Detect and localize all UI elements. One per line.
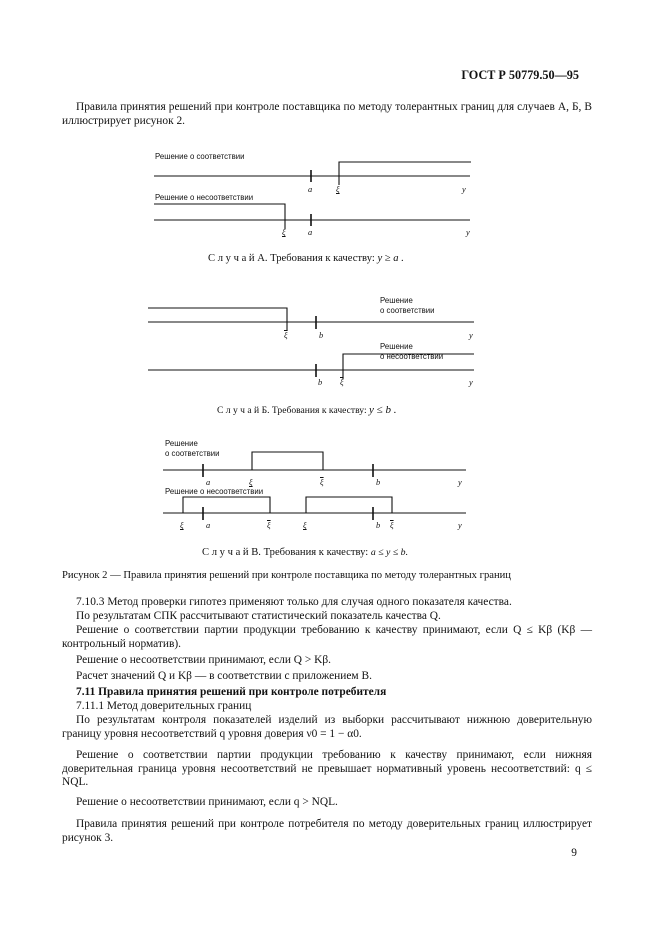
para-reject: Решение о несоответствии принимают, если Q > Kβ. (76, 654, 332, 666)
para-calc: Расчет значений Q и Kβ — в соответствии с приложением В. (76, 670, 372, 682)
case-a-a-symbol-2: a (308, 228, 313, 237)
case-b-caption (217, 404, 396, 418)
case-c-b-symbol-2: b (376, 521, 381, 530)
figure-2-title: Рисунок 2 — Правила принятия решений при контроле поставщика по методу толерантных границ (62, 570, 511, 581)
page-number: 9 (571, 847, 577, 859)
case-b-reject-label-2: о несоответствии (380, 352, 444, 361)
case-b-accept-step (148, 308, 287, 322)
case-c-accept-step (252, 452, 323, 470)
para-accept: Решение о соответствии партии продукции требованию к качеству принимают, если Q ≤ Kβ (Kβ — контрольный норматив). (62, 624, 592, 650)
section-7-11-heading: 7.11 Правила принятия решений при контроле потребителя (76, 686, 387, 698)
case-b-y-symbol-2: y (469, 378, 473, 387)
case-c-xi-symbol-low: ξ (249, 478, 253, 487)
intro-paragraph: Правила принятия решений при контроле поставщика по методу толерантных границ для случаев А, Б, В иллюстрирует рисунок 2. (62, 101, 592, 127)
para-accept-2: Решение о соответствии партии продукции требованию к качеству принимают, если нижняя доверительная граница уровня несоответствий не превышает нормативный уровень несоответствий: q ≤ NQL. (62, 749, 592, 789)
para-reject-2: Решение о несоответствии принимают, если q > NQL. (76, 796, 338, 808)
case-b-xi-symbol-2: $\overline{\xi}$ (340, 378, 344, 387)
case-a-xi-symbol-2: ξ (282, 228, 286, 237)
case-c-reject-step-right (306, 497, 392, 513)
case-c-accept-label-1: Решение (165, 439, 198, 448)
case-c-reject-label: Решение о несоответствии (165, 487, 264, 496)
case-c-y-symbol-2: y (458, 521, 462, 530)
case-a-y-symbol-2: y (466, 228, 470, 237)
case-c-xi-symbol-low-3: ξ (303, 521, 307, 530)
para-lower-bound: По результатам контроля показателей изделий из выборки рассчитывают нижнюю доверительную границу уровня несоответствий q уровня доверия ν0 = 1 − α0. (62, 714, 592, 740)
case-c-xi-symbol-high-3: $\overline{\xi}$ (390, 521, 394, 530)
case-c-b-symbol: b (376, 478, 381, 487)
case-c-caption-cond: a ≤ y ≤ b. (370, 547, 409, 558)
case-b-diagram (148, 308, 474, 379)
case-b-xi-symbol: $\overline{\xi}$ (284, 331, 288, 340)
case-b-accept-label-1: Решение (380, 296, 413, 305)
case-c-accept-label-2: о соответствии (165, 449, 220, 458)
case-b-b-symbol: b (319, 331, 324, 340)
case-b-caption-lead: С л у ч а й Б. Требования к качеству: (217, 405, 367, 416)
case-a-reject-step (154, 204, 285, 220)
case-a-reject-label: Решение о несоответствии (155, 193, 254, 202)
case-a-caption-cond: y ≥ a . (377, 253, 404, 264)
case-c-y-symbol: y (458, 478, 462, 487)
case-c-xi-symbol-low-2: ξ (180, 521, 184, 530)
case-c-caption-lead: С л у ч а й В. Требования к качеству: (202, 547, 369, 558)
case-c-reject-step-left (183, 497, 270, 513)
document-header: ГОСТ Р 50779.50—95 (461, 68, 579, 82)
case-b-y-symbol: y (469, 331, 473, 340)
para-7-10-3: 7.10.3 Метод проверки гипотез применяют только для случая одного показателя качества. (76, 596, 512, 608)
para-figure-3: Правила принятия решений при контроле потребителя по методу доверительных границ иллюстрирует рисунок 3. (62, 818, 592, 844)
case-b-caption-cond: y ≤ b . (369, 404, 397, 416)
case-c-caption (202, 546, 408, 560)
case-c-xi-symbol-high: $\overline{\xi}$ (320, 478, 324, 487)
case-b-b-symbol-2: b (318, 378, 323, 387)
case-c-a-symbol: a (206, 478, 211, 487)
case-b-reject-label-1: Решение (380, 342, 413, 351)
case-a-xi-symbol: ξ (336, 185, 340, 194)
case-a-a-symbol: a (308, 185, 313, 194)
case-c-a-symbol-2: a (206, 521, 211, 530)
case-c-xi-symbol-high-2: $\overline{\xi}$ (267, 521, 271, 530)
case-a-accept-step (339, 162, 471, 176)
case-b-accept-label-2: о соответствии (380, 306, 435, 315)
case-a-accept-label: Решение о соответствии (155, 152, 245, 161)
para-spk: По результатам СПК рассчитывают статистический показатель качества Q. (76, 610, 441, 622)
para-7-11-1: 7.11.1 Метод доверительных границ (76, 700, 252, 712)
case-a-caption (208, 252, 404, 266)
case-a-y-symbol: y (462, 185, 466, 194)
case-a-caption-lead: С л у ч а й А. Требования к качеству: (208, 253, 375, 264)
